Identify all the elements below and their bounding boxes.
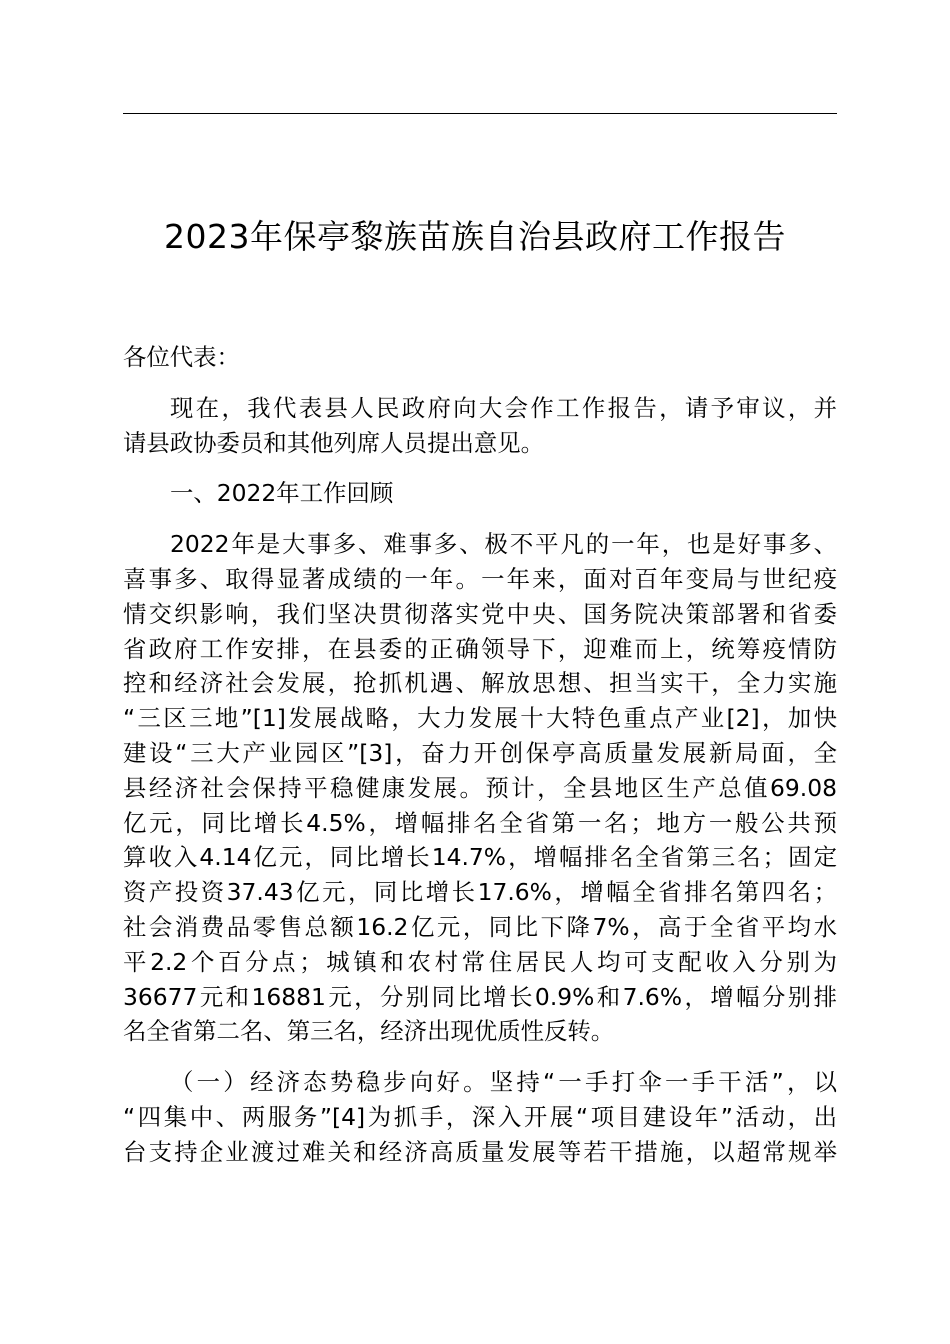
document-body xyxy=(123,340,837,1170)
paragraph-line: 36677元和16881元，分别同比增长0.9%和7.6%，增幅分别排 xyxy=(123,982,837,1011)
salutation xyxy=(123,340,837,375)
paragraph-line: 算收入4.14亿元，同比增长14.7%，增幅排名全省第三名；固定 xyxy=(123,843,837,872)
paragraph-line: 台支持企业渡过难关和经济高质量发展等若干措施，以超常规举 xyxy=(123,1137,837,1166)
paragraph-line: （一）经济态势稳步向好。坚持“一手打伞一手干活”，以 xyxy=(170,1068,837,1097)
paragraph-line: 现在，我代表县人民政府向大会作工作报告，请予审议，并 xyxy=(170,393,837,422)
paragraph-line: 控和经济社会发展，抢抓机遇、解放思想、担当实干，全力实施 xyxy=(123,669,837,698)
paragraph-line: “三区三地”[1]发展战略，大力发展十大特色重点产业[2]，加快 xyxy=(123,704,837,733)
paragraph-line: 省政府工作安排，在县委的正确领导下，迎难而上，统筹疫情防 xyxy=(123,634,837,663)
paragraph-line: 建设“三大产业园区”[3]，奋力开创保亭高质量发展新局面，全 xyxy=(123,738,837,767)
paragraph-line: 资产投资37.43亿元，同比增长17.6%，增幅全省排名第四名； xyxy=(123,878,837,907)
paragraph-line: 县经济社会保持平稳健康发展。预计，全县地区生产总值69.08 xyxy=(123,773,837,802)
paragraph-line: 亿元，同比增长4.5%，增幅排名全省第一名；地方一般公共预 xyxy=(123,808,837,837)
paragraph-line: 喜事多、取得显著成绩的一年。一年来，面对百年变局与世纪疫 xyxy=(123,564,837,593)
section-heading-text: 一、2022年工作回顾 xyxy=(170,479,394,508)
section-heading xyxy=(123,476,837,511)
paragraph-economy xyxy=(123,1065,837,1169)
paragraph-intro xyxy=(123,391,837,461)
paragraph-line: 请县政协委员和其他列席人员提出意见。 xyxy=(123,428,545,457)
paragraph-line: 情交织影响，我们坚决贯彻落实党中央、国务院决策部署和省委 xyxy=(123,599,837,628)
document-title: 2023年保亭黎族苗族自治县政府工作报告 xyxy=(164,217,786,256)
header-rule xyxy=(123,113,837,114)
salutation-text: 各位代表： xyxy=(123,343,240,371)
paragraph-line: 名全省第二名、第三名，经济出现优质性反转。 xyxy=(123,1017,615,1046)
paragraph-review xyxy=(123,527,837,1049)
paragraph-line: 2022年是大事多、难事多、极不平凡的一年，也是好事多、 xyxy=(170,530,837,559)
paragraph-line: 社会消费品零售总额16.2亿元，同比下降7%，高于全省平均水 xyxy=(123,912,837,941)
paragraph-line: 平2.2个百分点；城镇和农村常住居民人均可支配收入分别为 xyxy=(123,947,837,976)
paragraph-line: “四集中、两服务”[4]为抓手，深入开展“项目建设年”活动，出 xyxy=(123,1102,837,1131)
